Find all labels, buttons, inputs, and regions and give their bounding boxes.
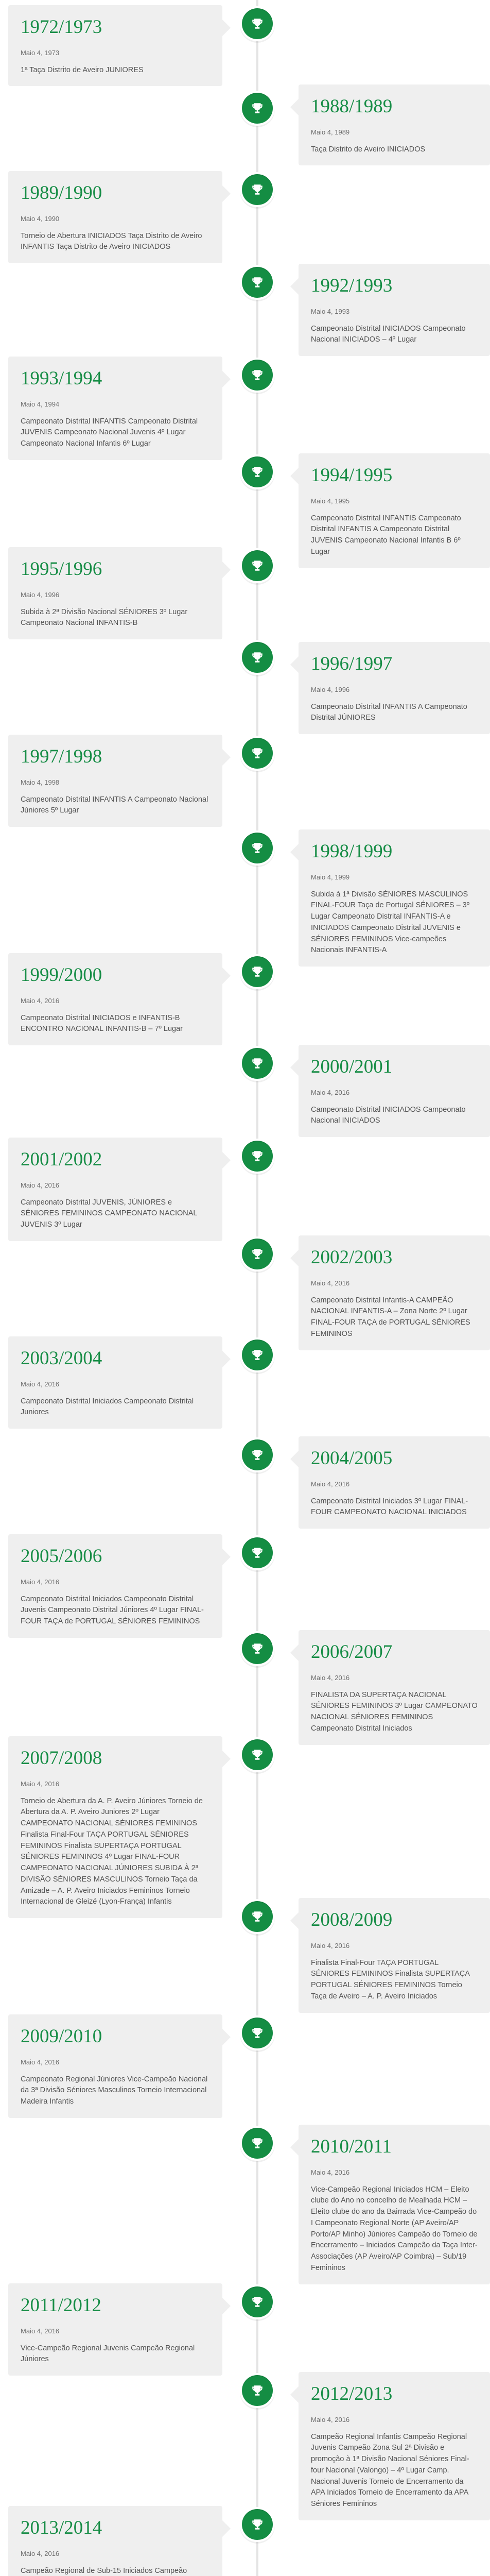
entry-text: Campeonato Distrital INFANTIS A Campeonato Nacional Júniores 5º Lugar <box>21 795 208 815</box>
entry-text: Torneio de Abertura da A. P. Aveiro Júniores Torneio de Abertura da A. P. Aveiro Juniores 2º Lugar CAMPEONATO NACIONAL SÉNIORES FEMININOS Finalista Final-Four TAÇA PORTUGAL SÉNIORES FEMININOS Finalista SUPERTAÇA PORTUGAL SÉNIORES FEMININOS 4º Lugar FINAL-FOUR CAMPEONATO NACIONAL JÚNIORES SUBIDA À 2ª DIVISÃO SÉNIORES MASCULINOS Torneio Taça da Amizade – A. P. Aveiro Iniciados Femininos Torneio Internacional de Gleizé (Lyon-França) Infantis <box>21 1797 203 1906</box>
season-title: 2002/2003 <box>311 1247 393 1268</box>
entry-text: Campeonato Distrital Infantis-A CAMPEÃO NACIONAL INFANTIS-A – Zona Norte 2º Lugar FINAL-FOUR TAÇA de PORTUGAL SÉNIORES FEMININOS <box>311 1296 470 1338</box>
trophy-icon <box>242 738 273 769</box>
season-title: 1998/1999 <box>311 841 393 862</box>
entry-date: Maio 4, 2016 <box>311 1673 350 1682</box>
season-title: 1988/1989 <box>311 96 393 117</box>
entry-date: Maio 4, 1989 <box>311 128 350 136</box>
trophy-icon <box>242 267 273 298</box>
timeline-card <box>299 829 490 967</box>
season-title: 1989/1990 <box>21 182 102 204</box>
season-title: 1972/1973 <box>21 16 102 38</box>
timeline-card <box>8 1736 222 1918</box>
season-title: 2000/2001 <box>311 1056 393 1077</box>
timeline-card <box>299 1235 490 1350</box>
season-title: 1995/1996 <box>21 558 102 580</box>
trophy-icon <box>242 1633 273 1664</box>
entry-date: Maio 4, 2016 <box>21 1380 60 1388</box>
entry-date: Maio 4, 2016 <box>311 1088 350 1096</box>
timeline-card <box>299 453 490 568</box>
entry-date: Maio 4, 2016 <box>311 1941 350 1950</box>
trophy-icon <box>242 642 273 673</box>
season-title: 1999/2000 <box>21 964 102 986</box>
trophy-icon <box>242 1141 273 1172</box>
timeline-card <box>8 735 222 827</box>
entry-date: Maio 4, 1998 <box>21 778 60 786</box>
season-title: 2006/2007 <box>311 1641 393 1663</box>
entry-text: Campeonato Distrital Iniciados 3º Lugar FINAL-FOUR CAMPEONATO NACIONAL INICIADOS <box>311 1497 468 1517</box>
entry-text: Campeonato Distrital INFANTIS A Campeonato Distrital JÚNIORES <box>311 702 467 722</box>
entry-date: Maio 4, 2016 <box>311 1480 350 1488</box>
season-title: 1992/1993 <box>311 275 393 296</box>
entry-text: 1ª Taça Distrito de Aveiro JUNIORES <box>21 65 144 74</box>
entry-date: Maio 4, 2016 <box>21 2327 60 2335</box>
trophy-icon <box>242 2018 273 2048</box>
timeline-card <box>299 264 490 356</box>
entry-text: Vice-Campeão Regional Juvenis Campeão Regional Júniores <box>21 2344 195 2364</box>
entry-text: Campeonato Distrital INFANTIS Campeonato Distrital INFANTIS A Campeonato Distrital JUVENIS Campeonato Nacional Infantis B 6º Lugar <box>311 514 461 556</box>
entry-text: FINALISTA DA SUPERTAÇA NACIONAL SÉNIORES FEMININOS 3º Lugar CAMPEONATO NACIONAL SÉNIORES FEMININOS Campeonato Distrital Iniciados <box>311 1690 478 1733</box>
trophy-icon <box>242 550 273 581</box>
trophy-icon <box>242 956 273 987</box>
season-title: 2005/2006 <box>21 1546 102 1567</box>
timeline-card <box>299 84 490 165</box>
timeline-card <box>8 953 222 1045</box>
entry-date: Maio 4, 2016 <box>21 1578 60 1586</box>
entry-date: Maio 4, 1999 <box>311 873 350 881</box>
entry-text: Campeonato Distrital INFANTIS Campeonato Distrital JUVENIS Campeonato Nacional Juvenis 4º Lugar Campeonato Nacional Infantis 6º Lugar <box>21 417 198 448</box>
timeline-card <box>8 1336 222 1429</box>
entry-date: Maio 4, 2016 <box>21 996 60 1005</box>
trophy-icon <box>242 1439 273 1470</box>
timeline-card <box>8 357 222 460</box>
entry-date: Maio 4, 1996 <box>311 685 350 693</box>
timeline-card <box>8 2506 222 2576</box>
entry-text: Campeonato Distrital Iniciados Campeonato Distrital Juniores <box>21 1397 194 1417</box>
season-title: 2009/2010 <box>21 2026 102 2047</box>
trophy-icon <box>242 1901 273 1932</box>
entry-text: Campeonato Distrital Iniciados Campeonato Distrital Juvenis Campeonato Distrital Júniores 4º Lugar FINAL-FOUR TAÇA de PORTUGAL SÉNIORES FEMININOS <box>21 1595 204 1626</box>
season-title: 2004/2005 <box>311 1448 393 1469</box>
entry-text: Campeonato Distrital INICIADOS Campeonato Nacional INICIADOS – 4º Lugar <box>311 324 466 344</box>
season-title: 2007/2008 <box>21 1748 102 1769</box>
trophy-icon <box>242 1739 273 1770</box>
timeline-card <box>299 1045 490 1137</box>
entry-date: Maio 4, 1973 <box>21 48 60 57</box>
entry-text: Vice-Campeão Regional Iniciados HCM – Eleito clube do Ano no concelho de Mealhada HCM – Eleito clube do ano da Bairrada Vice-Campeão do I Campeonato Regional Norte (AP Aveiro/AP Porto/AP Minho) Júniores Campeão do Torneio de Encerramento – Iniciados Campeão da Taça Inter-Associações (AP Aveiro/AP Coimbra) – Sub/19 Femininos <box>311 2185 478 2272</box>
entry-date: Maio 4, 1994 <box>21 400 60 408</box>
entry-text: Campeão Regional de Sub-15 Iniciados Campeão <box>21 2566 187 2575</box>
entry-text: Subida à 1ª Divisão SÉNIORES MASCULINOS FINAL-FOUR Taça de Portugal SÉNIORES – 3º Lugar Campeonato Distrital INFANTIS-A e INICIADOS Campeonato Distrital JUVENIS e SÉNIORES FEMININOS Vice-campeões Nacionais INFANTIS-A <box>311 890 470 955</box>
season-title: 1994/1995 <box>311 465 393 486</box>
timeline-card <box>8 5 222 86</box>
entry-date: Maio 4, 2016 <box>21 1181 60 1189</box>
timeline-card <box>8 1138 222 1241</box>
timeline-card <box>299 642 490 734</box>
season-title: 1993/1994 <box>21 368 102 389</box>
timeline-card <box>8 1534 222 1638</box>
season-title: 1997/1998 <box>21 746 102 767</box>
entry-date: Maio 4, 2016 <box>311 1279 350 1287</box>
season-title: 2012/2013 <box>311 2383 393 2404</box>
timeline-card <box>299 2125 490 2284</box>
trophy-icon <box>242 2128 273 2159</box>
season-title: 2003/2004 <box>21 1348 102 1369</box>
trophy-icon <box>242 2286 273 2317</box>
trophy-icon <box>242 833 273 863</box>
trophy-icon <box>242 360 273 391</box>
entry-text: Campeonato Distrital INICIADOS Campeonato Nacional INICIADOS <box>311 1105 466 1125</box>
timeline-card <box>299 1898 490 2013</box>
season-title: 2013/2014 <box>21 2517 102 2538</box>
entry-text: Subida à 2ª Divisão Nacional SÉNIORES 3º Lugar Campeonato Nacional INFANTIS-B <box>21 607 188 628</box>
entry-text: Campeão Regional Infantis Campeão Regional Juvenis Campeão Zona Sul 2ª Divisão e promoção à 1ª Divisão Nacional Séniores Final-four Nacional (Valongo) – 4º Lugar Camp. Nacional Juvenis Torneio de Encerramento da APA Iniciados Torneio de Encerramento da APA Séniores Femininos <box>311 2432 469 2509</box>
entry-date: Maio 4, 2016 <box>311 2415 350 2424</box>
entry-date: Maio 4, 1993 <box>311 307 350 315</box>
timeline-card <box>8 171 222 263</box>
timeline-card <box>299 1436 490 1529</box>
entry-text: Torneio de Abertura INICIADOS Taça Distrito de Aveiro INFANTIS Taça Distrito de Aveiro INICIADOS <box>21 231 202 251</box>
trophy-icon <box>242 1048 273 1079</box>
entry-date: Maio 4, 1995 <box>311 497 350 505</box>
entry-date: Maio 4, 2016 <box>21 2058 60 2066</box>
trophy-icon <box>242 1340 273 1370</box>
entry-text: Taça Distrito de Aveiro INICIADOS <box>311 145 426 154</box>
timeline-card <box>8 2014 222 2118</box>
season-title: 2001/2002 <box>21 1149 102 1170</box>
season-title: 2011/2012 <box>21 2295 101 2316</box>
entry-date: Maio 4, 2016 <box>311 2168 350 2176</box>
entry-date: Maio 4, 1990 <box>21 214 60 223</box>
entry-text: Campeonato Regional Júniores Vice-Campeão Nacional da 3ª Divisão Séniores Masculinos Torneio Internacional Madeira Infantis <box>21 2075 208 2106</box>
trophy-icon <box>242 174 273 205</box>
timeline-card <box>8 2283 222 2376</box>
trophy-icon <box>242 456 273 487</box>
trophy-icon <box>242 2509 273 2540</box>
timeline-card <box>299 1630 490 1745</box>
entry-date: Maio 4, 2016 <box>21 2549 60 2557</box>
trophy-icon <box>242 1537 273 1568</box>
entry-date: Maio 4, 1996 <box>21 590 60 599</box>
trophy-icon <box>242 8 273 39</box>
entry-date: Maio 4, 2016 <box>21 1780 60 1788</box>
timeline-card <box>8 547 222 639</box>
season-title: 1996/1997 <box>311 653 393 674</box>
trophy-icon <box>242 93 273 124</box>
season-title: 2010/2011 <box>311 2136 392 2157</box>
timeline-card <box>299 2372 490 2520</box>
season-title: 2008/2009 <box>311 1909 393 1930</box>
entry-text: Finalista Final-Four TAÇA PORTUGAL SÉNIORES FEMININOS Finalista SUPERTAÇA PORTUGAL SÉNIORES FEMININOS Torneio Taça de Aveiro – A. P. Aveiro Iniciados <box>311 1958 470 2001</box>
trophy-icon <box>242 2375 273 2406</box>
entry-text: Campeonato Distrital JUVENIS, JÚNIORES e SÉNIORES FEMININOS CAMPEONATO NACIONAL JUVENIS 3º Lugar <box>21 1198 197 1229</box>
entry-text: Campeonato Distrital INICIADOS e INFANTIS-B ENCONTRO NACIONAL INFANTIS-B – 7º Lugar <box>21 1013 183 1033</box>
trophy-icon <box>242 1239 273 1269</box>
